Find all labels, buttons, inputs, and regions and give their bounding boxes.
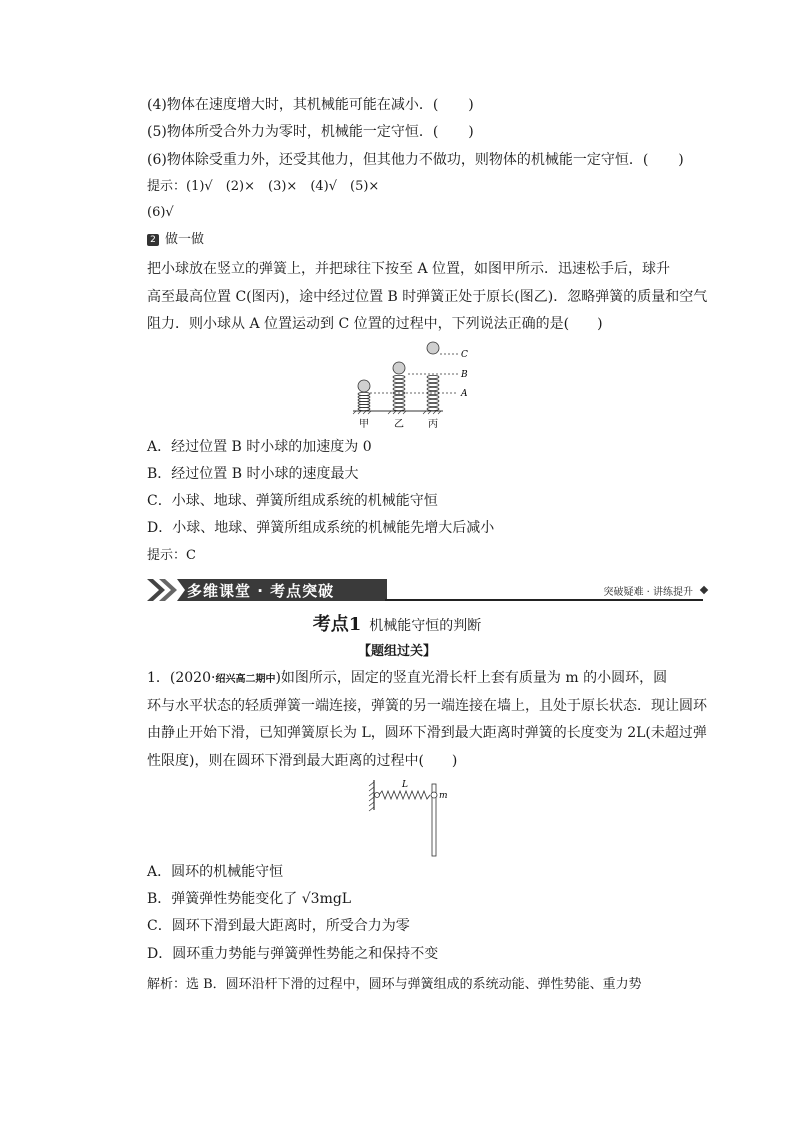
problem-line-2: 高至最高位置 C(图丙)，途中经过位置 B 时弹簧正处于原长(图乙)．忽略弹簧的质量和空气 xyxy=(147,289,708,305)
problem-line-1: 把小球放在竖立的弹簧上，并把球往下按至 A 位置，如图甲所示．迅速松手后，球升 xyxy=(147,261,671,277)
tizu-heading: 【题组过关】 xyxy=(357,644,436,659)
q1-line-2: 环与水平状态的轻质弹簧一端连接，弹簧的另一端连接在墙上，且处于原长状态．现让圆环 xyxy=(147,698,707,714)
ring-rod-figure xyxy=(368,776,458,858)
q1-line-3: 由静止开始下滑，已知弹簧原长为 L，圆环下滑到最大距离时弹簧的长度变为 2L(未超过弹 xyxy=(147,725,707,741)
q1-option-b: B．弹簧弹性势能变化了 √3mgL xyxy=(147,891,352,907)
hint-answers: 提示：(1)√ (2)× (3)× (4)√ (5)× xyxy=(147,179,380,194)
zuoyizuo-label: 做一做 xyxy=(165,232,205,247)
judgment-text: (4)物体在速度增大时，其机械能可能在减小．( xyxy=(147,97,439,113)
judgment-5 xyxy=(147,122,474,142)
judgment-close: ) xyxy=(468,97,474,113)
judgment-6 xyxy=(147,150,684,170)
label-yi: 乙 xyxy=(394,419,404,430)
label-bing: 丙 xyxy=(428,419,438,430)
q1-option-a: A．圆环的机械能守恒 xyxy=(147,864,284,880)
marker-c: C xyxy=(461,350,468,360)
label-m: m xyxy=(439,791,448,801)
q1-line1-rest: )如图所示，固定的竖直光滑长杆上套有质量为 m 的小圆环，圆 xyxy=(275,670,668,686)
problem-line-3: 阻力．则小球从 A 位置运动到 C 位置的过程中，下列说法正确的是( ) xyxy=(147,316,603,332)
banner-title: 多维课堂 · 考点突破 xyxy=(187,582,335,600)
section-right-label: 突破疑难 · 讲练提升 xyxy=(603,587,693,598)
option-d: D．小球、地球、弹簧所组成系统的机械能先增大后减小 xyxy=(147,520,495,536)
kaodian-subtitle: 机械能守恒的判断 xyxy=(369,618,482,634)
marker-a: A xyxy=(461,389,468,399)
q1-line-1 xyxy=(147,668,667,690)
judgment-text: (5)物体所受合外力为零时，机械能一定守恒．( xyxy=(147,124,439,140)
kaodian-number: 考点1 xyxy=(312,614,362,635)
q1-line-4: 性限度)，则在圆环下滑到最大距离的过程中( ) xyxy=(147,753,458,769)
marker-b: B xyxy=(461,370,468,380)
zuoyizuo-heading xyxy=(147,230,204,250)
q1-prefix: 1．(2020· xyxy=(147,670,216,686)
judgment-text: (6)物体除受重力外，还受其他力，但其他力不做功，则物体的机械能一定守恒．( xyxy=(147,152,649,168)
section-rule xyxy=(385,599,703,601)
option-c: C．小球、地球、弹簧所组成系统的机械能守恒 xyxy=(147,493,438,509)
q1-option-d: D．圆环重力势能与弹簧弹性势能之和保持不变 xyxy=(147,946,439,962)
diamond-icon xyxy=(700,586,708,594)
option-a: A．经过位置 B 时小球的加速度为 0 xyxy=(147,439,372,455)
q1-school: 绍兴高二期中 xyxy=(215,674,276,685)
q1-option-c: C．圆环下滑到最大距离时，所受合力为零 xyxy=(147,918,410,934)
label-l: L xyxy=(402,780,408,790)
ring xyxy=(431,792,437,798)
judgment-4 xyxy=(147,95,474,115)
hint-answers-cont: (6)√ xyxy=(147,205,174,220)
judgment-close: ) xyxy=(678,152,684,168)
analysis-line: 解析：选 B．圆环沿杆下滑的过程中，圆环与弹簧组成的系统动能、弹性势能、重力势 xyxy=(147,977,642,992)
section-header xyxy=(147,579,707,601)
hint-answer-c: 提示：C xyxy=(147,548,196,563)
label-jia: 甲 xyxy=(359,419,369,430)
ball-b xyxy=(393,362,405,374)
option-b: B．经过位置 B 时小球的速度最大 xyxy=(147,466,359,482)
ball-a xyxy=(358,380,370,392)
judgment-close: ) xyxy=(468,124,474,140)
number-badge: 2 xyxy=(147,234,159,246)
spring-figure xyxy=(348,336,478,430)
kaodian-heading xyxy=(0,610,794,636)
ball-c xyxy=(427,342,439,354)
